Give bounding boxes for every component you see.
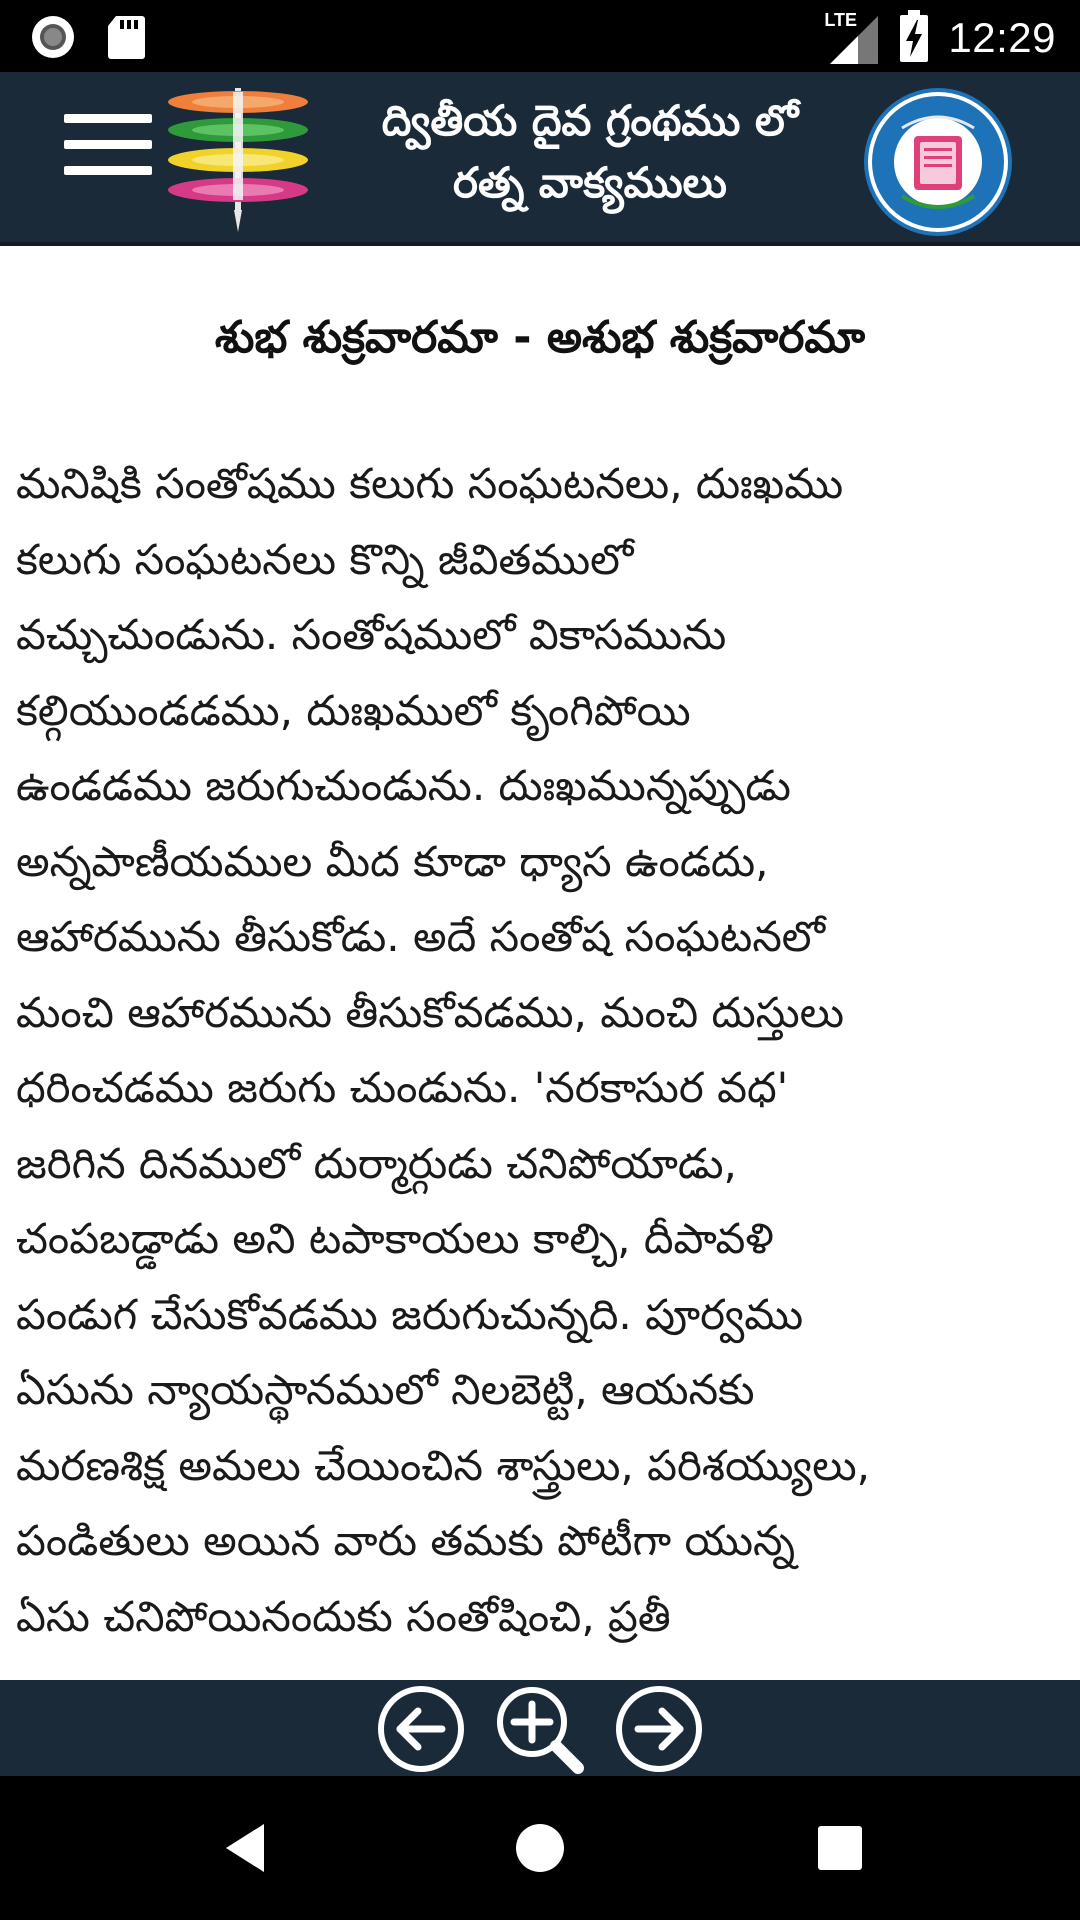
app-title-line2: రత్న వాక్యములు xyxy=(453,158,727,207)
article-line: మనిషికి సంతోషము కలుగు సంఘటనలు, దుఃఖము xyxy=(16,459,844,508)
sangham-logo xyxy=(862,86,1014,242)
article-line: మంచి ఆహారమును తీసుకోవడము, మంచి దుస్తులు xyxy=(16,987,845,1037)
back-triangle-icon xyxy=(214,1816,278,1880)
lamp-logo-icon xyxy=(164,82,312,238)
arrow-left-icon xyxy=(376,1684,466,1774)
app-bar xyxy=(0,72,1080,246)
article-line: కలుగు సంఘటనలు కొన్ని జీవితములో xyxy=(16,534,634,584)
signal-icon xyxy=(824,10,880,66)
article-title: శుభ శుక్రవారమా - అశుభ శుక్రవారమా xyxy=(214,312,866,363)
zoom-in-icon xyxy=(494,1684,588,1776)
next-button[interactable] xyxy=(614,1684,704,1774)
clock: 12:29 xyxy=(948,14,1056,61)
status-left-icons xyxy=(30,14,146,64)
article-line: ఆహారమును తీసుకోడు. అదే సంతోష సంఘటనలో xyxy=(16,912,826,961)
sd-card-icon xyxy=(106,14,146,64)
nav-home-button[interactable] xyxy=(508,1816,572,1880)
app-title-line1: ద్వితీయ దైవ గ్రంథము లో xyxy=(381,96,799,145)
article-line: కల్గియుండడము, దుఃఖములో కృంగిపోయి xyxy=(16,685,691,735)
recents-square-icon xyxy=(808,1816,872,1880)
hamburger-menu-icon xyxy=(64,114,154,175)
system-nav-bar xyxy=(0,1776,1080,1920)
nav-back-button[interactable] xyxy=(214,1816,278,1880)
status-right-icons xyxy=(824,8,1056,68)
reader-toolbar xyxy=(0,1680,1080,1776)
status-bar xyxy=(0,0,1080,72)
previous-button[interactable] xyxy=(376,1684,466,1774)
home-circle-icon xyxy=(508,1816,572,1880)
article-line: పండితులు అయిన వారు తమకు పోటీగా యున్న xyxy=(16,1516,795,1565)
article-line: చంపబడ్డాడు అని టపాకాయలు కాల్చి, దీపావళి xyxy=(16,1214,774,1263)
article-line: ఉండడము జరుగుచుండును. దుఃఖమున్నప్పుడు xyxy=(16,761,791,810)
article-line: మరణశిక్ష అమలు చేయించిన శాస్త్రులు, పరిశయ్యులు, xyxy=(16,1440,870,1490)
article-line: పండుగ చేసుకోవడము జరుగుచున్నది. పూర్వము xyxy=(16,1289,804,1339)
article-line: జరిగిన దినములో దుర్మార్గుడు చనిపోయాడు, xyxy=(16,1138,737,1188)
zoom-button[interactable] xyxy=(494,1684,584,1774)
article-line: వచ్చుచుండును. సంతోషములో వికాసమును xyxy=(16,610,727,659)
nav-recents-button[interactable] xyxy=(808,1816,872,1880)
article-line: అన్నపాణీయముల మీద కూడా ధ్యాస ఉండదు, xyxy=(16,836,769,886)
menu-button[interactable] xyxy=(64,114,154,186)
record-icon xyxy=(30,14,76,64)
article-line: ఏసు చనిపోయినందుకు సంతోషించి, ప్రతీ xyxy=(16,1591,671,1641)
article-line: ధరించడము జరుగు చుండును. 'నరకాసుర వధ' xyxy=(16,1063,789,1112)
app-title xyxy=(310,90,870,214)
arrow-right-icon xyxy=(614,1684,704,1774)
network-label: LTE xyxy=(824,10,858,30)
article-line: ఏసును న్యాయస్థానములో నిలబెట్టి, ఆయనకు xyxy=(16,1365,755,1414)
battery-charging-icon xyxy=(898,8,930,68)
article-content[interactable] xyxy=(0,246,1080,1680)
article-body xyxy=(16,446,1076,1654)
